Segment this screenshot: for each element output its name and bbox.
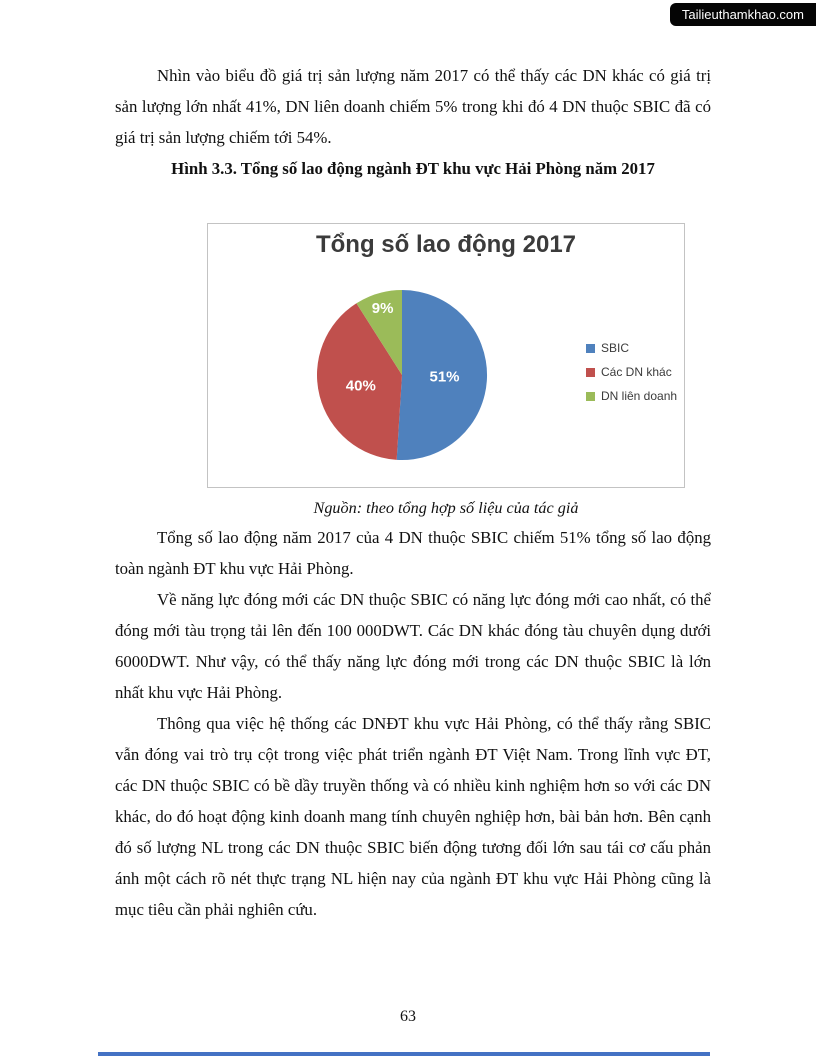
source-note: Nguồn: theo tổng hợp số liệu của tác giả [313, 499, 579, 517]
body-paragraph-3: Về năng lực đóng mới các DN thuộc SBIC có năng lực đóng mới cao nhất, có thể đóng mới tàu trọng tải lên đến 100 000DWT. Các DN khác đóng tàu chuyên dụng dưới 6000DWT. Như vậy, có thể thấy năng lực đóng mới trong các DN thuộc SBIC là lớn nhất khu vực Hải Phòng. [115, 590, 711, 702]
pie-slice-label: 40% [345, 377, 376, 395]
legend-item [586, 341, 677, 355]
body-paragraph-4: Thông qua việc hệ thống các DNĐT khu vực Hải Phòng, có thể thấy rằng SBIC vẫn đóng vai trò trụ cột trong việc phát triển ngành ĐT Việt Nam. Trong lĩnh vực ĐT, các DN thuộc SBIC có bề dầy truyền thống và có nhiều kinh nghiệm hơn so với các DN khác, do đó hoạt động kinh doanh mang tính chuyên nghiệp hơn, bài bản hơn. Bên cạnh đó số lượng NL trong các DN thuộc SBIC biến động tương đối lớn sau tái cơ cấu phản ánh một cách rõ nét thực trạng NL hiện nay của ngành ĐT khu vực Hải Phòng cũng là mục tiêu cần phải nghiên cứu. [115, 714, 711, 919]
page-content [115, 60, 711, 925]
legend-item [586, 365, 677, 379]
pie-slice-label: 9% [371, 300, 394, 318]
chart-title: Tổng số lao động 2017 [315, 231, 577, 258]
bottom-accent-line [98, 1052, 710, 1056]
legend-item [586, 389, 677, 403]
body-paragraph-2: Tổng số lao động năm 2017 của 4 DN thuộc SBIC chiếm 51% tổng số lao động toàn ngành ĐT khu vực Hải Phòng. [115, 528, 711, 578]
figure-box [207, 223, 685, 488]
legend-swatch [586, 392, 595, 401]
legend-label: SBIC [601, 341, 630, 355]
figure-caption: Hình 3.3. Tổng số lao động ngành ĐT khu vực Hải Phòng năm 2017 [171, 159, 655, 178]
legend-swatch [586, 344, 595, 353]
chart-legend [586, 341, 677, 403]
pie-slice-label: 51% [429, 368, 460, 386]
legend-label: Các DN khác [601, 365, 672, 379]
legend-swatch [586, 368, 595, 377]
watermark-badge: Tailieuthamkhao.com [670, 3, 816, 26]
body-paragraph-1: Nhìn vào biểu đồ giá trị sản lượng năm 2017 có thể thấy các DN khác có giá trị sản lượng lớn nhất 41%, DN liên doanh chiếm 5% trong khi đó 4 DN thuộc SBIC đã có giá trị sản lượng chiếm tới 54%. [115, 66, 711, 147]
page-number: 63 [400, 1008, 416, 1025]
legend-label: DN liên doanh [601, 389, 678, 403]
